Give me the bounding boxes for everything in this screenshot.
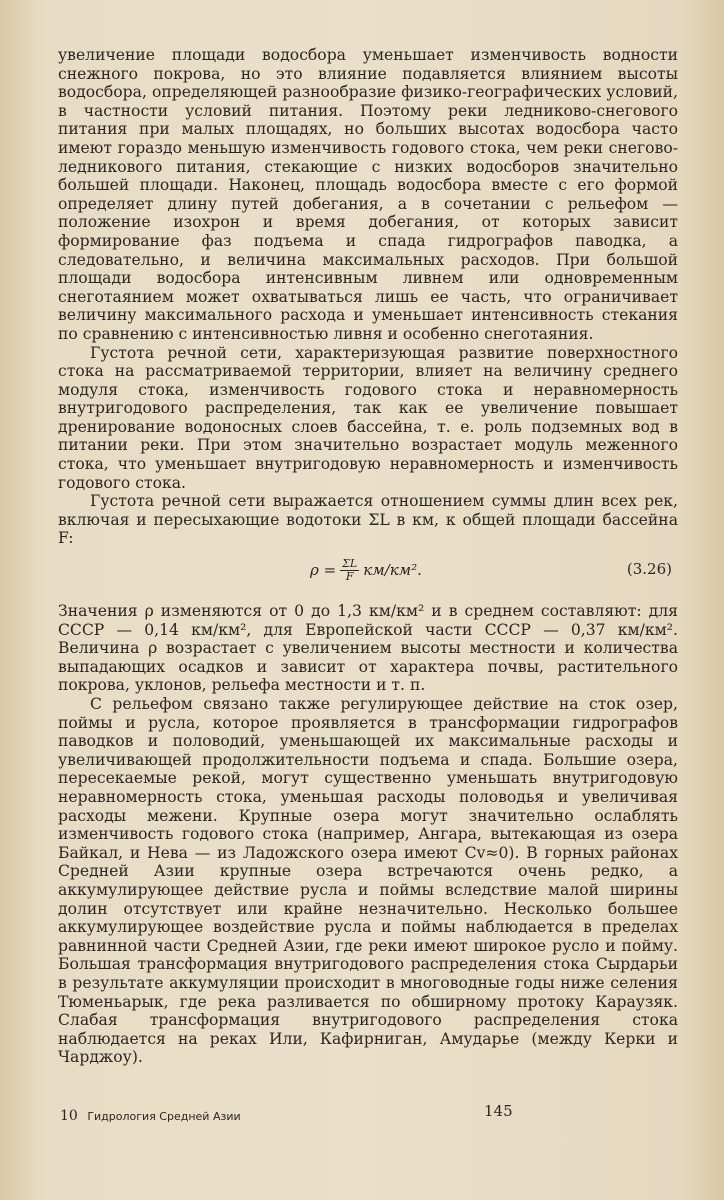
paragraph-1: увеличение площади водосбора уменьшает изменчивость водности снежного покрова, но это влияние подавляется влиянием высоты водосбора, определяющей разнообразие физико-географических условий, в частности условий питания. Поэтому реки ледниково-снегового питания при малых площадях, но больших высотах водосбора часто имеют гораздо меньшую изменчивость годового стока, чем реки снегово-ледникового питания, стекающие с низких водосборов значительно большей площади. Наконец, площадь водосбора вместе с его формой определяет длину путей добегания, а в сочетании с рельефом — положение изохрон и время добегания, от которых зависит формирование фаз подъема и спада гидрографов паводка, а следовательно, и величина максимальных расходов. При большой площади водосбора интенсивным ливнем или одновременным снеготаянием может охватываться лишь ее часть, что ограничивает величину максимального расхода и уменьшает интенсивность стекания по сравнению с интенсивностью ливня и особенно снеготаяния. bbox=[58, 46, 678, 343]
paragraph-4: Значения ρ изменяются от 0 до 1,3 км/км² и в среднем составляют: для СССР — 0,14 км/км², для Европейской части СССР — 0,37 км/км². Величина ρ возрастает с увеличением высоты местности и количества выпадающих осадков и зависит от характера почвы, растительного покрова, уклонов, рельефа местности и т. п. bbox=[58, 602, 678, 695]
paragraph-3: Густота речной сети выражается отношением суммы длин всех рек, включая и пересыхающие водотоки ΣL в км, к общей площади бассейна F: bbox=[58, 492, 678, 548]
page-number: 145 bbox=[484, 1102, 513, 1120]
paragraph-5: С рельефом связано также регулирующее действие на сток озер, поймы и русла, которое проявляется в трансформации гидрографов паводков и половодий, уменьшающей их максимальные расходы и увеличивающей продолжительности подъема и спада. Большие озера, пересекаемые рекой, могут существенно уменьшать внутригодовую неравномерность стока, уменьшая расходы половодья и увеличивая расходы межени. Крупные озера могут значительно ослаблять изменчивость годового стока (например, Ангара, вытекающая из озера Байкал, и Нева — из Ладожского озера имеют Cv≈0). В горных районах Средней Азии крупные озера встречаются очень редко, а аккумулирующее действие русла и поймы вследствие малой ширины долин отсутствует или крайне незначительно. Несколько большее аккумулирующее воздействие русла и поймы наблюдается в пределах равнинной части Средней Азии, где реки имеют широкое русло и пойму. Большая трансформация внутригодового распределения стока Сырдарьи в результате аккумуляции происходит в многоводные годы ниже селения Тюменьарык, где река разливается по обширному протоку Караузяк. Слабая трансформация внутригодового распределения стока наблюдается на реках Или, Кафирниган, Амударье (между Керки и Чарджоу). bbox=[58, 695, 678, 1067]
equation-number: (3.26) bbox=[626, 560, 672, 579]
formula-expression bbox=[310, 558, 422, 583]
signature-number: 10 bbox=[60, 1108, 78, 1124]
formula-denominator: F bbox=[345, 570, 354, 584]
printer-signature bbox=[60, 1108, 241, 1124]
formula-fraction bbox=[340, 558, 359, 583]
formula-3-26 bbox=[58, 552, 678, 596]
formula-units: км/км². bbox=[363, 561, 422, 580]
main-text bbox=[58, 46, 678, 1067]
formula-numerator: ΣL bbox=[342, 557, 358, 571]
paragraph-2: Густота речной сети, характеризующая развитие поверхностного стока на рассматриваемой территории, влияет на величину среднего модуля стока, изменчивость годового стока и неравномерность внутригодового распределения, так как ее увеличение повышает дренирование водоносных слоев бассейна, т. е. роль подземных вод в питании реки. При этом значительно возрастает модуль меженного стока, что уменьшает внутригодовую неравномерность и изменчивость годового стока. bbox=[58, 343, 678, 492]
page-footer bbox=[60, 1102, 660, 1126]
signature-title: Гидрология Средней Азии bbox=[87, 1110, 241, 1123]
formula-lhs: ρ = bbox=[310, 561, 337, 580]
